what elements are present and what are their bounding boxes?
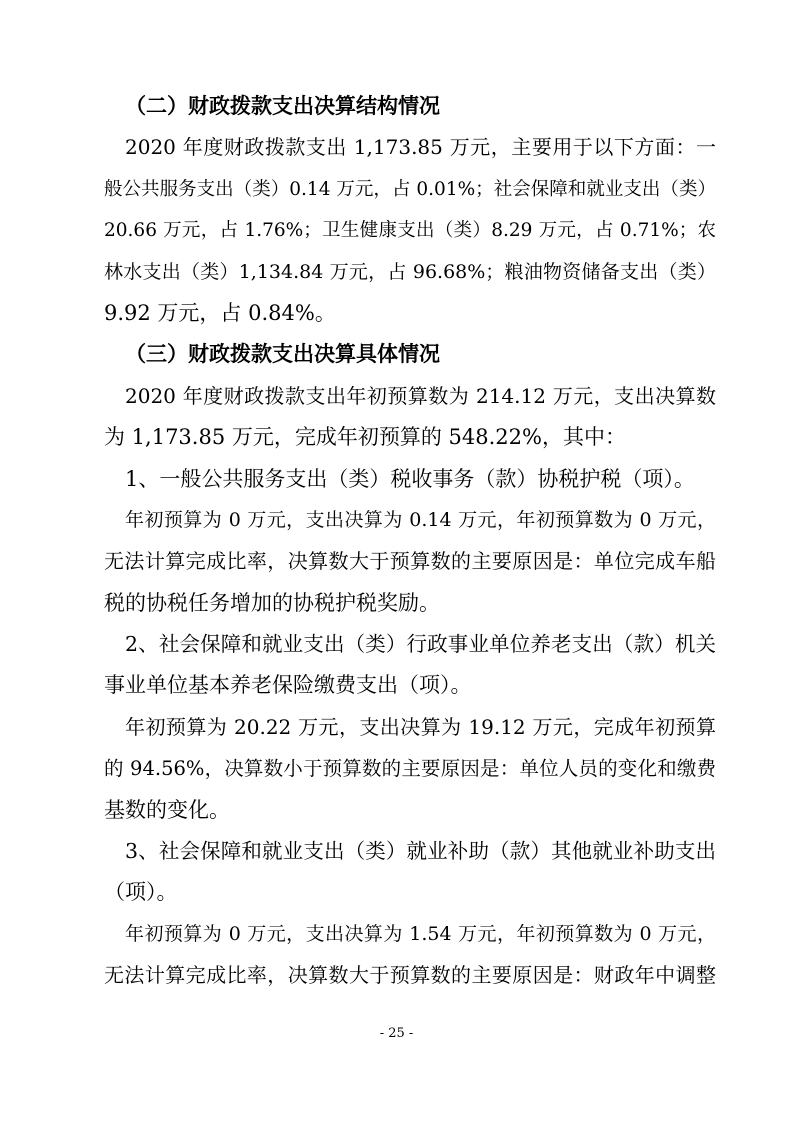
- paragraph-line: 2、社会保障和就业支出（类）行政事业单位养老支出（款）机关: [125, 632, 716, 657]
- paragraph-line: 年初预算为 0 万元，支出决算为 1.54 万元，年初预算数为 0 万元，: [125, 922, 716, 945]
- paragraph-line: 林水支出（类）1,134.84 万元，占 96.68%；粮油物资储备支出（类）: [104, 260, 716, 283]
- paragraph-line: 2020 年度财政拨款支出年初预算数为 214.12 万元，支出决算数: [125, 383, 716, 408]
- paragraph-line: 基数的变化。: [104, 797, 230, 822]
- page-number: - 25 -: [379, 1026, 414, 1041]
- paragraph-line: 税的协税任务增加的协税护税奖励。: [104, 590, 440, 615]
- paragraph-line: 年初预算为 20.22 万元，支出决算为 19.12 万元，完成年初预算: [125, 714, 716, 739]
- paragraph-line: 20.66 万元，占 1.76%；卫生健康支出（类）8.29 万元，占 0.71%；农: [104, 220, 716, 242]
- paragraph-line: 的 94.56%，决算数小于预算数的主要原因是：单位人员的变化和缴费: [104, 757, 716, 781]
- paragraph-line: 年初预算为 0 万元，支出决算为 0.14 万元，年初预算数为 0 万元，: [125, 508, 716, 531]
- paragraph-line: 般公共服务支出（类）0.14 万元，占 0.01%；社会保障和就业支出（类）: [104, 178, 716, 200]
- section-heading: （二）财政拨款支出决算结构情况: [125, 94, 440, 118]
- paragraph-line: 无法计算完成比率，决算数大于预算数的主要原因是：财政年中调整: [104, 963, 716, 988]
- paragraph-line: 9.92 万元，占 0.84%。: [104, 300, 336, 325]
- paragraph-line: 无法计算完成比率，决算数大于预算数的主要原因是：单位完成车船: [104, 549, 716, 574]
- paragraph-line: 为 1,173.85 万元，完成年初预算的 548.22%，其中：: [104, 425, 626, 450]
- paragraph-line: （项）。: [104, 880, 178, 905]
- paragraph-line: 事业单位基本养老保险缴费支出（项）。: [104, 673, 472, 698]
- document-body: [104, 86, 716, 997]
- paragraph-line: 1、一般公共服务支出（类）税收事务（款）协税护税（项）。: [125, 466, 695, 491]
- paragraph-line: 2020 年度财政拨款支出 1,173.85 万元，主要用于以下方面：一: [125, 135, 716, 160]
- paragraph-line: 3、社会保障和就业支出（类）就业补助（款）其他就业补助支出: [125, 839, 716, 864]
- section-heading: （三）财政拨款支出决算具体情况: [125, 342, 440, 367]
